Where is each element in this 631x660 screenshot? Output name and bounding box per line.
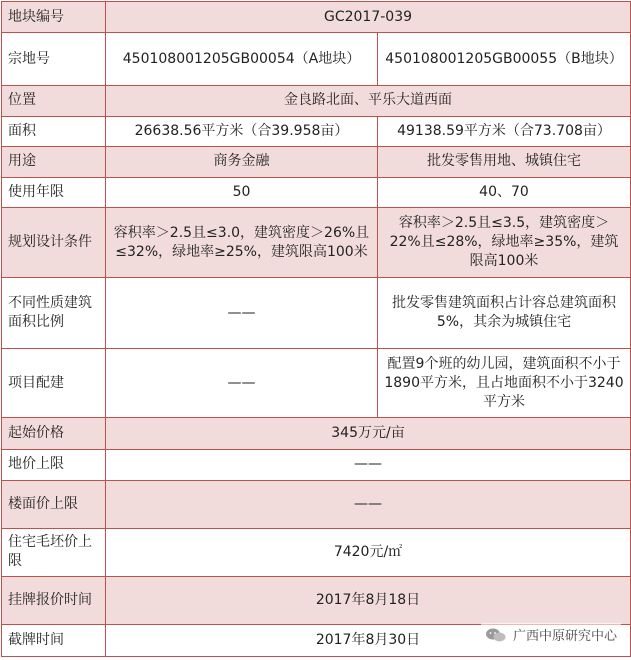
value-term-a: 50: [106, 177, 378, 207]
row-use: [2, 147, 631, 177]
label-closing-time: 截牌时间: [2, 625, 106, 657]
value-use-a: 商务金融: [106, 147, 378, 177]
value-location: 金良路北面、平乐大道西面: [106, 86, 631, 116]
row-price-cap: [2, 449, 631, 480]
value-facilities-a: ——: [106, 349, 378, 418]
label-planning: 规划设计条件: [2, 208, 106, 278]
value-listing-time: 2017年8月18日: [106, 576, 631, 625]
value-use-b: 批发零售用地、城镇住宅: [378, 147, 631, 177]
watermark: [481, 623, 621, 646]
row-term: [2, 177, 631, 207]
value-area-a: 26638.56平方米（合39.958亩）: [106, 116, 378, 146]
row-start-price: [2, 418, 631, 449]
label-parcel-no: 地块编号: [2, 2, 106, 33]
value-planning-a: 容积率＞2.5且≤3.0，建筑密度＞26%且≤32%，绿地率≥25%，建筑限高100米: [106, 208, 378, 278]
value-planning-b: 容积率＞2.5且≤3.5，建筑密度＞22%且≤28%，绿地率≥35%，建筑限高100米: [378, 208, 631, 278]
label-price-cap: 地价上限: [2, 449, 106, 480]
value-ratio-a: ——: [106, 278, 378, 349]
row-area: [2, 116, 631, 146]
row-planning: [2, 208, 631, 278]
value-term-b: 40、70: [378, 177, 631, 207]
row-land-no: [2, 33, 631, 86]
row-facilities: [2, 349, 631, 418]
value-price-cap: ——: [106, 449, 631, 480]
value-facilities-b: 配置9个班的幼儿园，建筑面积不小于1890平方米，且占地面积不小于3240平方米: [378, 349, 631, 418]
row-housing-cap: [2, 528, 631, 576]
label-facilities: 项目配建: [2, 349, 106, 418]
row-ratio: [2, 278, 631, 349]
land-info-table: [1, 1, 631, 657]
label-term: 使用年限: [2, 177, 106, 207]
label-start-price: 起始价格: [2, 418, 106, 449]
value-ratio-b: 批发零售建筑面积占计容总建筑面积5%，其余为城镇住宅: [378, 278, 631, 349]
value-closing-time: 2017年8月30日: [106, 625, 631, 657]
label-listing-time: 挂牌报价时间: [2, 576, 106, 625]
wechat-icon: [485, 627, 507, 643]
value-floor-cap: ——: [106, 481, 631, 529]
row-parcel-no: [2, 2, 631, 33]
label-location: 位置: [2, 86, 106, 116]
watermark-text: 广西中原研究中心: [512, 629, 617, 644]
label-housing-cap: 住宅毛坯价上限: [2, 528, 106, 576]
value-area-b: 49138.59平方米（合73.708亩）: [378, 116, 631, 146]
value-land-no-b: 450108001205GB00055（B地块）: [378, 33, 631, 86]
value-start-price: 345万元/亩: [106, 418, 631, 449]
row-listing-time: [2, 576, 631, 625]
row-location: [2, 86, 631, 116]
label-ratio: 不同性质建筑面积比例: [2, 278, 106, 349]
value-land-no-a: 450108001205GB00054（A地块）: [106, 33, 378, 86]
row-floor-cap: [2, 481, 631, 529]
value-parcel-no: GC2017-039: [106, 2, 631, 33]
label-land-no: 宗地号: [2, 33, 106, 86]
label-area: 面积: [2, 116, 106, 146]
value-housing-cap: 7420元/㎡: [106, 528, 631, 576]
label-use: 用途: [2, 147, 106, 177]
label-floor-cap: 楼面价上限: [2, 481, 106, 529]
